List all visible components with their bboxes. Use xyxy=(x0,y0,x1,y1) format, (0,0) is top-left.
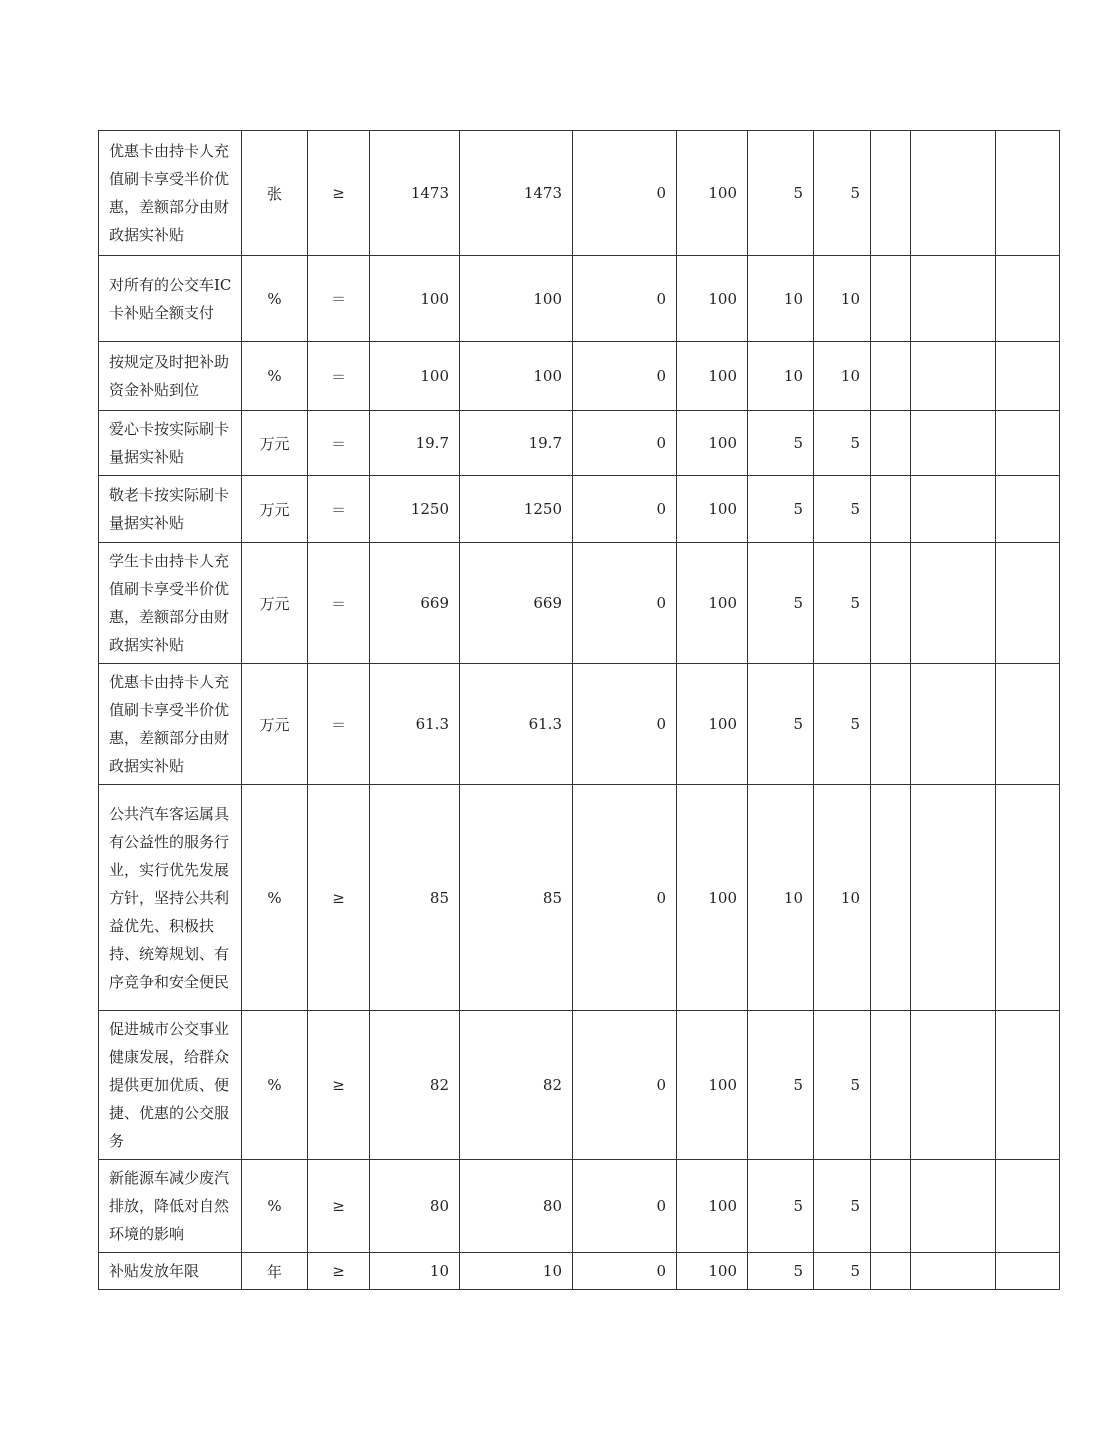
unit-cell: % xyxy=(242,785,308,1011)
indicator-cell: 按规定及时把补助资金补贴到位 xyxy=(99,342,242,411)
weight-cell: 10 xyxy=(748,342,814,411)
weight-cell: 10 xyxy=(748,785,814,1011)
completion-rate-cell: 100 xyxy=(677,342,748,411)
empty-cell xyxy=(996,476,1060,543)
unit-cell: 万元 xyxy=(242,476,308,543)
empty-cell xyxy=(871,1160,911,1253)
table-row xyxy=(99,476,1060,543)
table-row xyxy=(99,664,1060,785)
score-cell: 10 xyxy=(814,785,871,1011)
empty-cell xyxy=(911,785,996,1011)
actual-value-cell: 80 xyxy=(460,1160,573,1253)
indicator-cell: 爱心卡按实际刷卡量据实补贴 xyxy=(99,411,242,476)
table-row xyxy=(99,131,1060,256)
unit-cell: 万元 xyxy=(242,411,308,476)
completion-rate-cell: 100 xyxy=(677,1253,748,1290)
score-cell: 10 xyxy=(814,342,871,411)
empty-cell xyxy=(871,1011,911,1160)
weight-cell: 5 xyxy=(748,1253,814,1290)
score-cell: 5 xyxy=(814,476,871,543)
deviation-cell: 0 xyxy=(573,411,677,476)
target-value-cell: 19.7 xyxy=(370,411,460,476)
table-row xyxy=(99,1011,1060,1160)
weight-cell: 5 xyxy=(748,476,814,543)
operator-cell: ≥ xyxy=(308,1011,370,1160)
actual-value-cell: 1250 xyxy=(460,476,573,543)
indicator-cell: 优惠卡由持卡人充值刷卡享受半价优惠，差额部分由财政据实补贴 xyxy=(99,664,242,785)
actual-value-cell: 85 xyxy=(460,785,573,1011)
target-value-cell: 100 xyxy=(370,342,460,411)
empty-cell xyxy=(871,785,911,1011)
indicator-cell: 学生卡由持卡人充值刷卡享受半价优惠，差额部分由财政据实补贴 xyxy=(99,543,242,664)
unit-cell: % xyxy=(242,1011,308,1160)
empty-cell xyxy=(996,131,1060,256)
completion-rate-cell: 100 xyxy=(677,256,748,342)
actual-value-cell: 1473 xyxy=(460,131,573,256)
completion-rate-cell: 100 xyxy=(677,476,748,543)
unit-cell: 张 xyxy=(242,131,308,256)
indicator-cell: 优惠卡由持卡人充值刷卡享受半价优惠，差额部分由财政据实补贴 xyxy=(99,131,242,256)
score-cell: 5 xyxy=(814,543,871,664)
empty-cell xyxy=(911,543,996,664)
empty-cell xyxy=(871,664,911,785)
operator-cell: ＝ xyxy=(308,411,370,476)
operator-cell: ＝ xyxy=(308,342,370,411)
weight-cell: 5 xyxy=(748,1160,814,1253)
operator-cell: ＝ xyxy=(308,543,370,664)
empty-cell xyxy=(911,256,996,342)
indicator-cell: 敬老卡按实际刷卡量据实补贴 xyxy=(99,476,242,543)
empty-cell xyxy=(871,543,911,664)
empty-cell xyxy=(911,342,996,411)
unit-cell: % xyxy=(242,342,308,411)
empty-cell xyxy=(911,131,996,256)
score-cell: 5 xyxy=(814,411,871,476)
target-value-cell: 61.3 xyxy=(370,664,460,785)
empty-cell xyxy=(996,1011,1060,1160)
target-value-cell: 1250 xyxy=(370,476,460,543)
deviation-cell: 0 xyxy=(573,476,677,543)
operator-cell: ＝ xyxy=(308,664,370,785)
target-value-cell: 82 xyxy=(370,1011,460,1160)
completion-rate-cell: 100 xyxy=(677,131,748,256)
target-value-cell: 669 xyxy=(370,543,460,664)
score-cell: 5 xyxy=(814,1011,871,1160)
completion-rate-cell: 100 xyxy=(677,543,748,664)
weight-cell: 5 xyxy=(748,411,814,476)
deviation-cell: 0 xyxy=(573,1160,677,1253)
table-row xyxy=(99,785,1060,1011)
completion-rate-cell: 100 xyxy=(677,664,748,785)
score-cell: 5 xyxy=(814,664,871,785)
unit-cell: 年 xyxy=(242,1253,308,1290)
completion-rate-cell: 100 xyxy=(677,785,748,1011)
weight-cell: 10 xyxy=(748,256,814,342)
weight-cell: 5 xyxy=(748,543,814,664)
unit-cell: % xyxy=(242,256,308,342)
completion-rate-cell: 100 xyxy=(677,411,748,476)
unit-cell: % xyxy=(242,1160,308,1253)
target-value-cell: 1473 xyxy=(370,131,460,256)
unit-cell: 万元 xyxy=(242,543,308,664)
empty-cell xyxy=(996,256,1060,342)
target-value-cell: 100 xyxy=(370,256,460,342)
empty-cell xyxy=(871,342,911,411)
table-row xyxy=(99,411,1060,476)
empty-cell xyxy=(996,1160,1060,1253)
operator-cell: ＝ xyxy=(308,476,370,543)
weight-cell: 5 xyxy=(748,1011,814,1160)
target-value-cell: 10 xyxy=(370,1253,460,1290)
empty-cell xyxy=(911,1253,996,1290)
actual-value-cell: 669 xyxy=(460,543,573,664)
operator-cell: ≥ xyxy=(308,785,370,1011)
deviation-cell: 0 xyxy=(573,1253,677,1290)
table-row xyxy=(99,1253,1060,1290)
deviation-cell: 0 xyxy=(573,342,677,411)
empty-cell xyxy=(996,543,1060,664)
operator-cell: ≥ xyxy=(308,131,370,256)
indicator-cell: 新能源车减少废汽排放，降低对自然环境的影响 xyxy=(99,1160,242,1253)
table-row xyxy=(99,342,1060,411)
actual-value-cell: 19.7 xyxy=(460,411,573,476)
deviation-cell: 0 xyxy=(573,1011,677,1160)
empty-cell xyxy=(911,1160,996,1253)
indicator-cell: 促进城市公交事业健康发展，给群众提供更加优质、便捷、优惠的公交服务 xyxy=(99,1011,242,1160)
table-row xyxy=(99,1160,1060,1253)
deviation-cell: 0 xyxy=(573,131,677,256)
deviation-cell: 0 xyxy=(573,785,677,1011)
indicator-cell: 公共汽车客运属具有公益性的服务行业，实行优先发展方针，坚持公共利益优先、积极扶持、统筹规划、有序竞争和安全便民 xyxy=(99,785,242,1011)
actual-value-cell: 82 xyxy=(460,1011,573,1160)
empty-cell xyxy=(996,1253,1060,1290)
empty-cell xyxy=(871,256,911,342)
empty-cell xyxy=(871,476,911,543)
table-row xyxy=(99,543,1060,664)
table-row xyxy=(99,256,1060,342)
operator-cell: ＝ xyxy=(308,256,370,342)
completion-rate-cell: 100 xyxy=(677,1011,748,1160)
score-cell: 10 xyxy=(814,256,871,342)
empty-cell xyxy=(996,342,1060,411)
completion-rate-cell: 100 xyxy=(677,1160,748,1253)
target-value-cell: 85 xyxy=(370,785,460,1011)
actual-value-cell: 100 xyxy=(460,342,573,411)
deviation-cell: 0 xyxy=(573,543,677,664)
empty-cell xyxy=(871,131,911,256)
operator-cell: ≥ xyxy=(308,1160,370,1253)
empty-cell xyxy=(996,664,1060,785)
empty-cell xyxy=(996,411,1060,476)
deviation-cell: 0 xyxy=(573,256,677,342)
weight-cell: 5 xyxy=(748,131,814,256)
empty-cell xyxy=(871,411,911,476)
empty-cell xyxy=(911,1011,996,1160)
empty-cell xyxy=(871,1253,911,1290)
score-cell: 5 xyxy=(814,1253,871,1290)
deviation-cell: 0 xyxy=(573,664,677,785)
actual-value-cell: 100 xyxy=(460,256,573,342)
empty-cell xyxy=(911,664,996,785)
empty-cell xyxy=(911,476,996,543)
actual-value-cell: 61.3 xyxy=(460,664,573,785)
performance-indicator-table xyxy=(98,130,1060,1290)
actual-value-cell: 10 xyxy=(460,1253,573,1290)
unit-cell: 万元 xyxy=(242,664,308,785)
target-value-cell: 80 xyxy=(370,1160,460,1253)
indicator-cell: 补贴发放年限 xyxy=(99,1253,242,1290)
score-cell: 5 xyxy=(814,131,871,256)
weight-cell: 5 xyxy=(748,664,814,785)
indicator-cell: 对所有的公交车IC卡补贴全额支付 xyxy=(99,256,242,342)
empty-cell xyxy=(911,411,996,476)
operator-cell: ≥ xyxy=(308,1253,370,1290)
empty-cell xyxy=(996,785,1060,1011)
score-cell: 5 xyxy=(814,1160,871,1253)
